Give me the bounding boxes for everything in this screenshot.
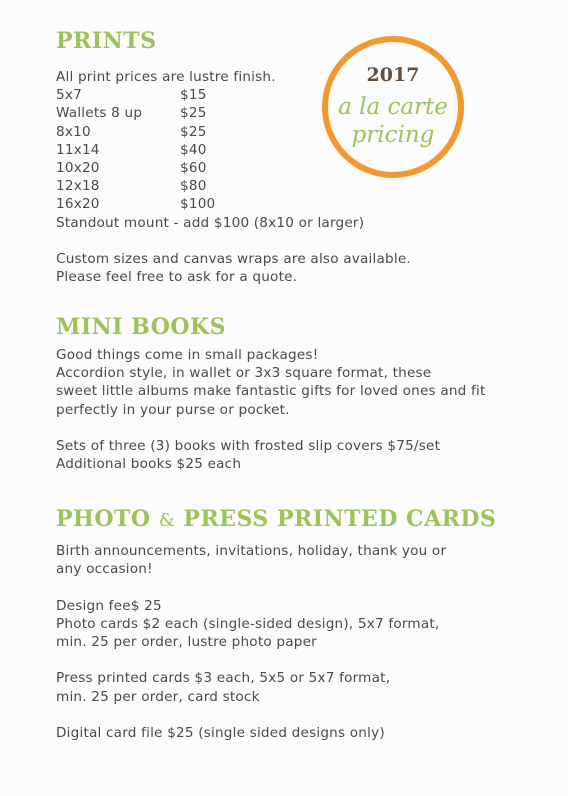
mini-books-section [56, 346, 486, 473]
print-size: 5x7 [56, 87, 82, 104]
print-price: $25 [180, 123, 207, 140]
press-cards-details: min. 25 per order, card stock [56, 688, 260, 705]
standout-mount-note: Standout mount - add $100 (8x10 or larger) [56, 214, 365, 231]
cards-heading-ampersand: & [158, 510, 176, 531]
print-price: $25 [180, 105, 207, 122]
mini-books-line: Good things come in small packages! [56, 347, 319, 363]
photo-cards-details: min. 25 per order, lustre photo paper [56, 634, 317, 650]
pricing-badge [322, 36, 464, 178]
badge-line-1: a la carte [338, 94, 448, 120]
mini-books-line: sweet little albums make fantastic gifts for loved ones and fit [56, 383, 486, 400]
cards-section [56, 542, 446, 742]
cards-intro: Birth announcements, invitations, holiday, thank you or [56, 543, 447, 559]
cards-heading-press: PRESS PRINTED CARDS [183, 506, 497, 532]
mini-books-heading: MINI BOOKS [56, 314, 227, 340]
photo-cards-price: Photo cards $2 each (single-sided design), 5x7 format, [56, 615, 440, 632]
design-fee: Design fee$ 25 [56, 597, 162, 614]
price-row [56, 177, 411, 195]
custom-sizes-note: Custom sizes and canvas wraps are also available. [56, 250, 411, 267]
print-price: $80 [180, 178, 207, 195]
digital-card-file-price: Digital card file $25 (single sided designs only) [56, 724, 385, 741]
print-price: $100 [180, 196, 216, 213]
cards-intro: any occasion! [56, 561, 153, 578]
mini-books-sets-price: Sets of three (3) books with frosted slip covers $75/set [56, 438, 441, 454]
print-size: 8x10 [56, 123, 91, 140]
print-price: $15 [180, 87, 207, 104]
print-price: $40 [180, 141, 207, 158]
mini-books-line: perfectly in your purse or pocket. [56, 401, 290, 418]
print-size: 16x20 [56, 196, 100, 213]
print-size: 12x18 [56, 178, 100, 195]
mini-books-line: Accordion style, in wallet or 3x3 square format, these [56, 365, 432, 382]
press-cards-price: Press printed cards $3 each, 5x5 or 5x7 format, [56, 670, 391, 687]
quote-note: Please feel free to ask for a quote. [56, 269, 298, 286]
badge-year: 2017 [366, 64, 420, 86]
cards-heading [56, 506, 496, 532]
prints-intro: All print prices are lustre finish. [56, 69, 276, 85]
print-size: 10x20 [56, 159, 100, 176]
prints-heading: PRINTS [56, 28, 157, 54]
print-size: Wallets 8 up [56, 105, 143, 122]
print-price: $60 [180, 159, 207, 176]
badge-line-2: pricing [351, 122, 435, 148]
price-row [56, 195, 411, 213]
cards-heading-photo: PHOTO [56, 506, 151, 532]
mini-books-additional-price: Additional books $25 each [56, 456, 242, 473]
print-size: 11x14 [56, 141, 100, 158]
